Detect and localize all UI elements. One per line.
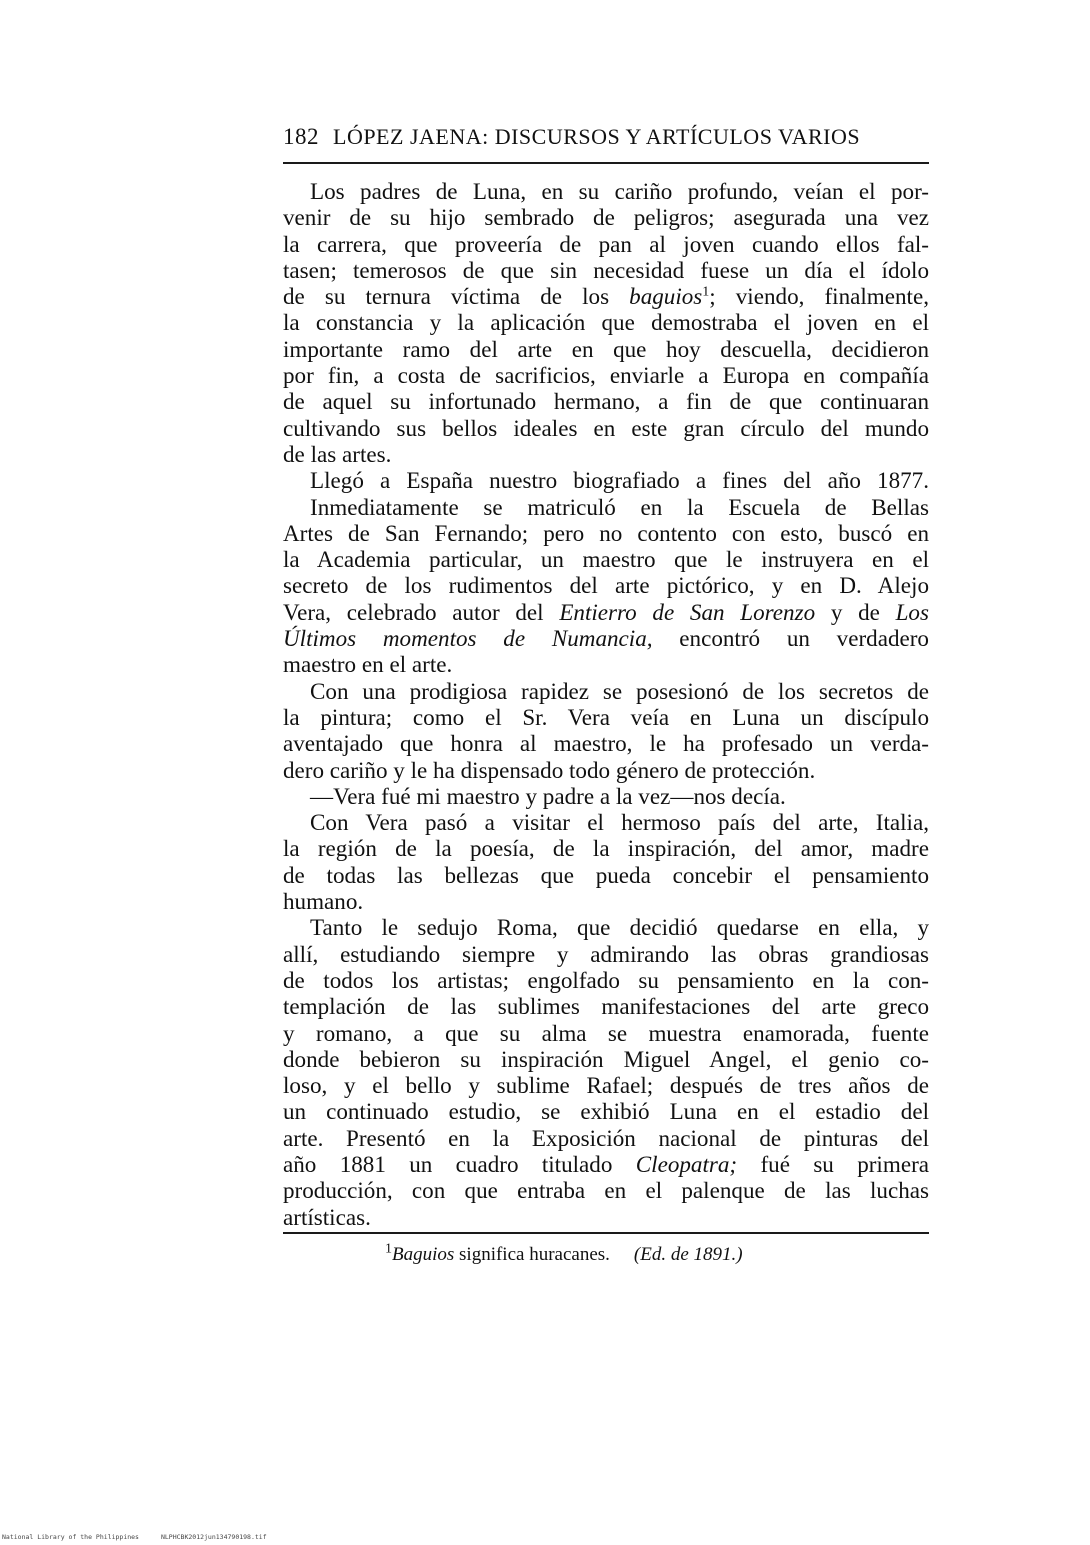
- text-line: humano.: [283, 888, 364, 915]
- header-rule: [283, 162, 929, 164]
- text-line: la región de la poesía, de la inspiración, del amor, madre: [283, 835, 929, 862]
- footnote: [385, 1241, 743, 1266]
- text-line: Los padres de Luna, en su cariño profundo, veían el por-: [310, 178, 929, 204]
- text-line: de las artes.: [283, 440, 392, 467]
- text-line: la pintura; como el Sr. Vera veía en Luna un discípulo: [283, 703, 929, 730]
- text-line: secreto de los rudimentos del arte pictórico, y en D. Alejo: [283, 572, 929, 599]
- text-line: por fin, a costa de sacrificios, enviarle a Europa en compañía: [283, 362, 929, 389]
- footnote-rule: [283, 1232, 929, 1234]
- footnote-text: significa huracanes.: [459, 1244, 610, 1265]
- text-line: aventajado que honra al maestro, le ha profesado un verda-: [283, 730, 929, 757]
- text-line: de aquel su infortunado hermano, a fin de que continuaran: [283, 388, 929, 415]
- running-head: [283, 124, 929, 150]
- scan-institution: National Library of the Philippines: [2, 1533, 139, 1541]
- italic-term: baguios: [629, 283, 703, 310]
- text-line: templación de las sublimes manifestaciones del arte greco: [283, 993, 929, 1020]
- text-line: la carrera, que proveería de pan al joven cuando ellos fal-: [283, 230, 929, 257]
- text-segment: Vera, celebrado autor del: [283, 598, 544, 625]
- paragraph-4: [283, 783, 929, 809]
- running-title: LÓPEZ JAENA: DISCURSOS Y ARTÍCULOS VARIOS: [333, 124, 861, 149]
- text-line: [283, 1151, 929, 1177]
- text-line: loso, y el bello y sublime Rafael; después de tres años de: [283, 1072, 929, 1099]
- text-line: tasen; temerosos de que sin necesidad fuese un día el ídolo: [283, 256, 929, 283]
- italic-title: Últimos momentos de Numancia,: [283, 625, 653, 652]
- text-line: de todos los artistas; engolfado su pensamiento en la con-: [283, 966, 929, 993]
- text-line: Artes de San Fernando; pero no contento con esto, buscó en: [283, 519, 929, 546]
- text-segment: ; viendo, finalmente,: [709, 283, 929, 310]
- text-line: [283, 283, 929, 309]
- text-line: venir de su hijo sembrado de peligros; asegurada una vez: [283, 204, 929, 231]
- text-line: producción, con que entraba en el palenque de las luchas: [283, 1177, 929, 1204]
- text-line: maestro en el arte.: [283, 651, 453, 678]
- text-line: —Vera fué mi maestro y padre a la vez—nos decía.: [310, 782, 786, 809]
- text-line: la Academia particular, un maestro que le instruyera en el: [283, 546, 929, 573]
- text-line: Tanto le sedujo Roma, que decidió quedarse en ella, y: [310, 914, 929, 941]
- text-line: Con una prodigiosa rapidez se posesionó de los secretos de: [310, 677, 929, 704]
- text-line: [283, 625, 929, 651]
- text-line: de todas las bellezas que pueda concebir el pensamiento: [283, 861, 929, 888]
- text-segment: fué su primera: [760, 1150, 930, 1177]
- text-line: Llegó a España nuestro biografiado a fines del año 1877.: [310, 467, 929, 494]
- text-line: la constancia y la aplicación que demostraba el joven en el: [283, 309, 929, 336]
- text-line: artísticas.: [283, 1203, 371, 1230]
- page-number: 182: [283, 124, 319, 149]
- paragraph-1: [283, 178, 929, 467]
- footnote-marker: 1: [385, 1241, 392, 1257]
- text-line: Con Vera pasó a visitar el hermoso país del arte, Italia,: [310, 809, 929, 836]
- footnote-ref: 1: [702, 284, 710, 300]
- italic-title: Entierro de San Lorenzo: [559, 598, 816, 625]
- paragraph-3: [283, 678, 929, 783]
- paragraph-2: [283, 467, 929, 677]
- text-line: dero cariño y le ha dispensado todo género de protección.: [283, 756, 816, 783]
- text-segment: encontró un verdadero: [679, 625, 929, 652]
- paragraph-6: [283, 914, 929, 1230]
- body-text: [283, 178, 929, 1230]
- text-line: [283, 599, 929, 625]
- footnote-term: Baguios: [392, 1244, 455, 1265]
- text-line: Inmediatamente se matriculó en la Escuela de Bellas: [310, 493, 929, 520]
- text-line: arte. Presentó en la Exposición nacional de pinturas del: [283, 1124, 929, 1151]
- text-line: cultivando sus bellos ideales en este gran círculo del mundo: [283, 414, 929, 441]
- text-line: un continuado estudio, se exhibió Luna en el estadio del: [283, 1098, 929, 1125]
- text-segment: y de: [830, 598, 880, 625]
- paragraph-5: [283, 809, 929, 914]
- footnote-source: (Ed. de 1891.): [633, 1244, 743, 1265]
- text-line: y romano, a que su alma se muestra enamorada, fuente: [283, 1019, 929, 1046]
- scan-footer: [2, 1533, 267, 1541]
- text-line: allí, estudiando siempre y admirando las obras grandiosas: [283, 940, 929, 967]
- italic-title: Los: [895, 598, 929, 625]
- italic-title: Cleopatra;: [635, 1150, 738, 1177]
- text-segment: año 1881 un cuadro titulado: [283, 1150, 613, 1177]
- text-segment: de su ternura víctima de los: [283, 283, 610, 310]
- scan-file-id: NLPHCBK2012jun134790198.tif: [160, 1533, 267, 1541]
- text-line: importante ramo del arte en que hoy descuella, decidieron: [283, 335, 929, 362]
- text-line: donde bebieron su inspiración Miguel Angel, el genio co-: [283, 1045, 929, 1072]
